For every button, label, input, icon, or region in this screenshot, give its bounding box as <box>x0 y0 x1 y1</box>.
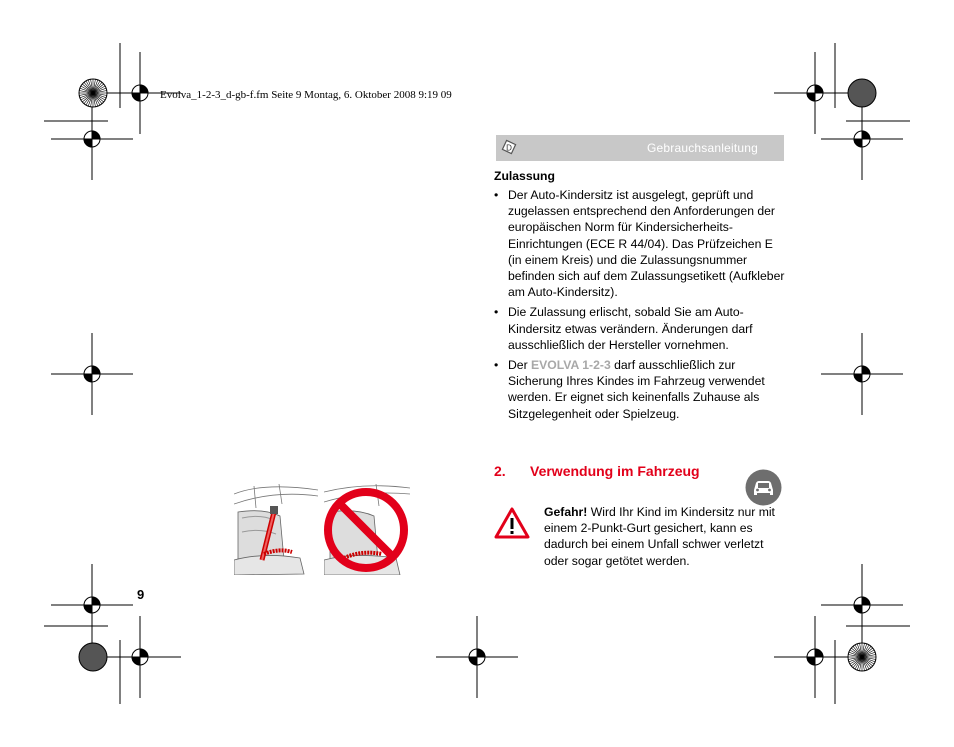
section-heading-zulassung: Zulassung <box>494 169 555 183</box>
svg-text:D: D <box>506 143 512 153</box>
list-item <box>494 304 786 353</box>
language-d-icon <box>498 137 518 157</box>
warning-triangle-icon <box>494 507 530 539</box>
warning-label: Gefahr! <box>544 505 588 519</box>
registration-burst <box>79 643 107 671</box>
bullet: • <box>494 358 499 373</box>
registration-burst <box>848 79 876 107</box>
section-band <box>496 135 784 161</box>
zulassung-list <box>494 187 786 426</box>
section-title-text: Verwendung im Fahrzeug <box>530 463 700 479</box>
list-item-text-pre: Der <box>508 358 532 373</box>
list-item <box>494 187 786 300</box>
brand-name: EVOLVA 1-2-3 <box>531 358 611 373</box>
list-item-text: Die Zulassung erlischt, sobald Sie am Auto-Kindersitz etwas verändern. Änderungen darf ausschließlich der Hersteller vornehmen. <box>508 305 753 352</box>
seat-with-lap-belt-image <box>234 482 318 575</box>
section-number: 2. <box>494 463 506 479</box>
bullet: • <box>494 305 499 320</box>
file-info-line: Evolva_1-2-3_d-gb-f.fm Seite 9 Montag, 6. Oktober 2008 9:19 09 <box>160 89 452 101</box>
warning-body: Wird Ihr Kind im Kindersitz nur mit einem 2-Punkt-Gurt gesichert, kann es dadurch bei einem Unfall schwer verletzt oder sogar getötet werden. <box>544 505 775 568</box>
page-number: 9 <box>137 587 145 602</box>
list-item-text: Der Auto-Kindersitz ist ausgelegt, geprüft und zugelassen entsprechend den Anforderungen der europäischen Norm für Kindersicherheits-Einrichtungen (ECE R 44/04). Das Prüfzeichen E (in einem Kreis) und die Zulassungsnummer befinden sich auf dem Zulassungsetikett (Aufkleber am Auto-Kindersitz). <box>508 188 785 300</box>
list-item-text-post: darf ausschließlich zur Sicherung Ihres Kindes im Fahrzeug verwendet werden. Er eignet sich keinenfalls Zuhause als Sitzgelegenheit oder Spielzeug. <box>508 358 765 421</box>
band-label: Gebrauchsanleitung <box>646 141 758 155</box>
bullet: • <box>494 188 499 202</box>
warning-text <box>544 504 789 569</box>
list-item <box>494 357 786 422</box>
prohibited-lap-belt-image <box>324 482 410 575</box>
section-title <box>494 463 700 479</box>
car-icon <box>745 469 782 506</box>
